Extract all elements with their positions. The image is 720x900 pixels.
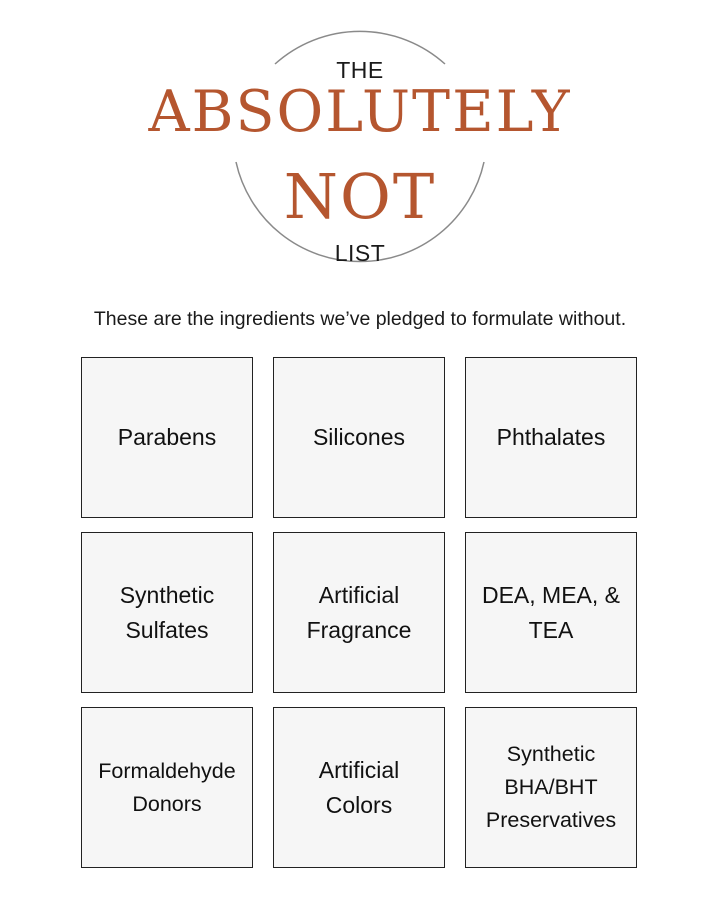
subtitle: These are the ingredients we’ve pledged to formulate without. xyxy=(93,308,627,330)
ingredient-label: Formaldehyde Donors xyxy=(98,758,236,816)
logo-list-text: LIST xyxy=(334,240,386,266)
ingredient-label: Phthalates xyxy=(496,424,606,450)
ingredient-label: Synthetic BHA/BHT Preservatives xyxy=(485,742,617,832)
ingredient-tile-artificial-fragrance xyxy=(273,532,445,693)
ingredient-label: Silicones xyxy=(312,424,406,450)
ingredient-tile-dea-mea-tea xyxy=(465,532,637,693)
ingredients-grid xyxy=(81,357,639,868)
ingredient-label: Parabens xyxy=(117,424,217,450)
ingredient-tile-formaldehyde-donors xyxy=(81,707,253,868)
ingredient-tile-phthalates xyxy=(465,357,637,518)
logo-not-text: NOT xyxy=(283,160,437,233)
ingredient-label: DEA, MEA, & TEA xyxy=(481,581,621,643)
ingredient-tile-bha-bht-preservatives xyxy=(465,707,637,868)
logo-the-text: THE xyxy=(336,57,384,83)
ingredient-label: Synthetic Sulfates xyxy=(119,581,215,643)
ingredient-label: Artificial Fragrance xyxy=(306,581,412,643)
ingredient-tile-synthetic-sulfates xyxy=(81,532,253,693)
ingredient-label: Artificial Colors xyxy=(318,756,400,818)
logo-absolutely-text: ABSOLUTELY xyxy=(148,79,572,145)
ingredient-tile-parabens xyxy=(81,357,253,518)
ingredient-tile-artificial-colors xyxy=(273,707,445,868)
ingredient-tile-silicones xyxy=(273,357,445,518)
logo xyxy=(0,0,720,300)
